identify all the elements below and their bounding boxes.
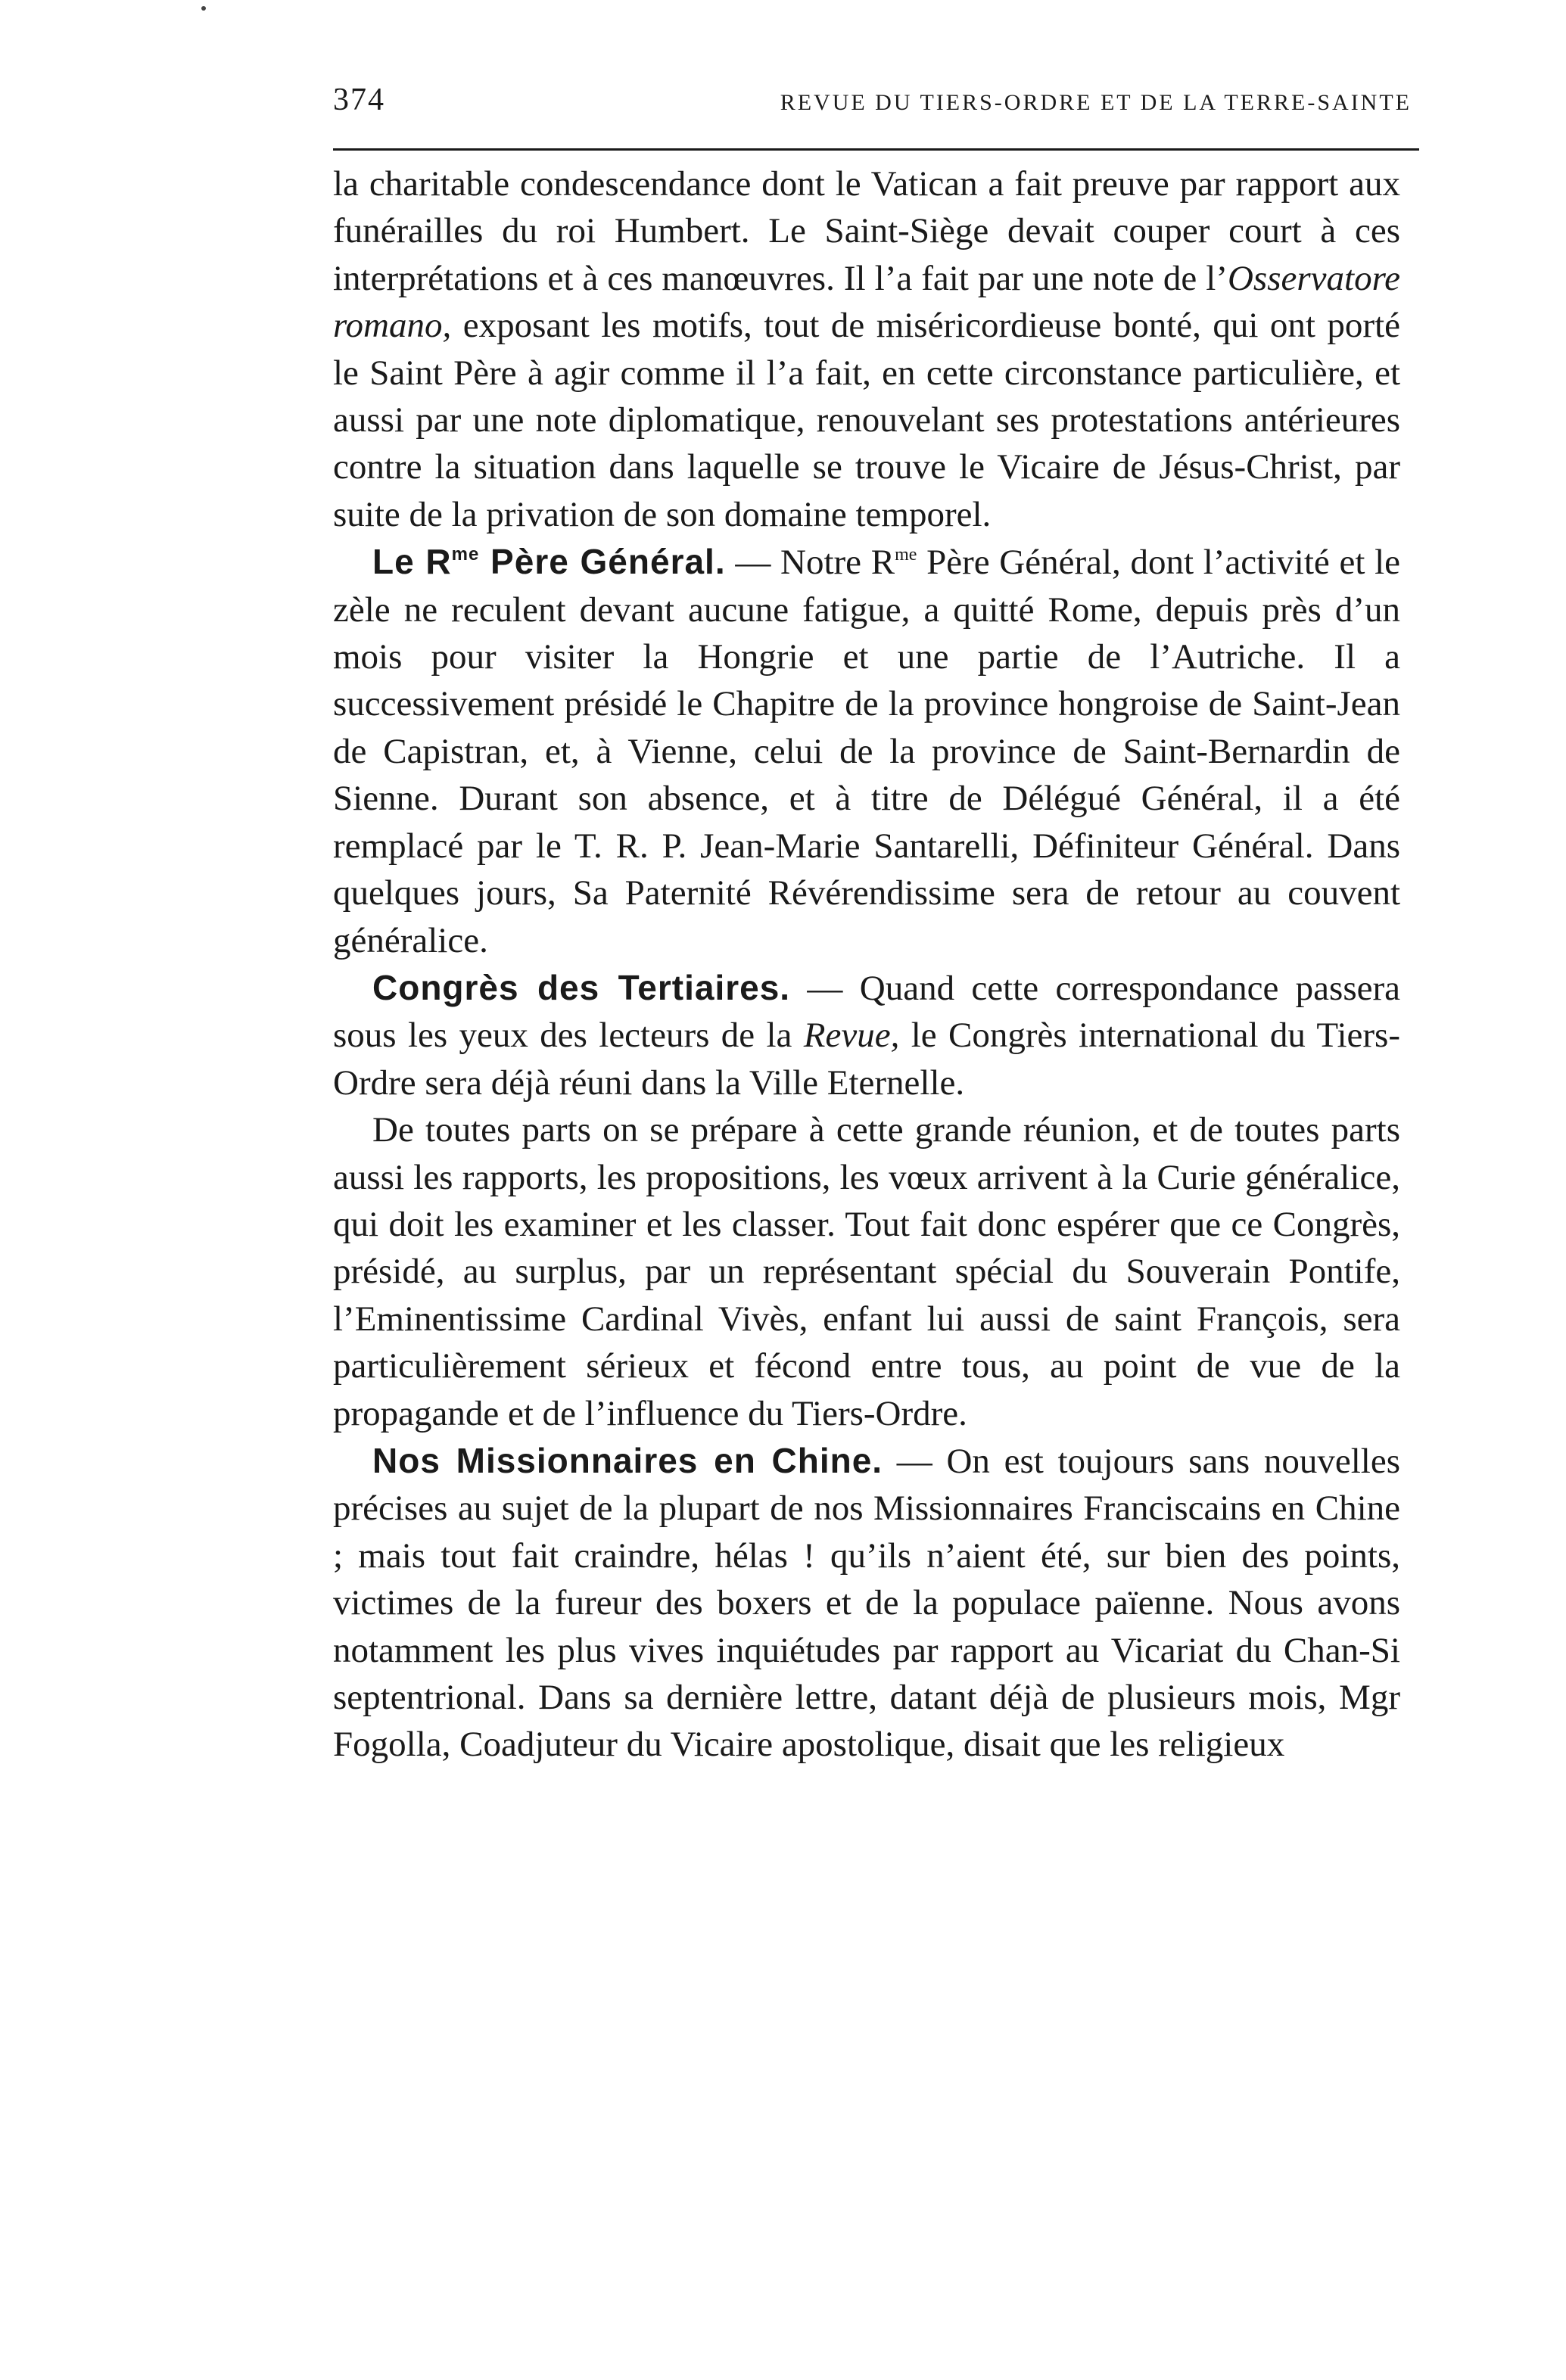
header-rule <box>333 148 1419 151</box>
section-heading-pere-general: Le $R^{me}$ Père Général. <box>372 542 726 582</box>
paragraph-congres: Congrès des Tertiaires. — Quand cette correspondance passera sous les yeux des lecteurs de la Revue, le Congrès international du Tiers-Ordre sera déjà réuni dans la Ville Eternelle. <box>333 967 1400 1103</box>
running-header <box>333 82 1419 127</box>
running-title: REVUE DU TIERS-ORDRE ET DE LA TERRE-SAINTE <box>780 90 1412 115</box>
paragraph-reunion: De toutes parts on se prépare à cette grande réunion, et de toutes parts aussi les rapports, les propositions, les vœux arrivent à la Curie généralice, qui doit les examiner et les classer. Tout fait donc espérer que ce Congrès, présidé, au surplus, par un représentant spécial du Souverain Pontife, l’Eminentissime Cardinal Vivès, enfant lui aussi de saint François, sera particulièrement sérieux et fécond entre tous, au point de vue de la propagande et de l’influence du Tiers-Ordre. <box>333 1110 1400 1433</box>
paragraph-vatican: la charitable condescendance dont le Vatican a fait preuve par rapport aux funérailles du roi Humbert. Le Saint-Siège devait couper court à ces interprétations et à ces manœuvres. Il l’a fait par une note de l’Osservatore romano, exposant les motifs, tout de miséricordieuse bonté, qui ont porté le Saint Père à agir comme il l’a fait, en cette circonstance particulière, et aussi par une note diplomatique, renouvelant ses protestations antérieures contre la situation dans laquelle se trouve le Vicaire de Jésus-Christ, par suite de la privation de son domaine temporel. <box>333 164 1400 534</box>
section-heading-missionnaires: Nos Missionnaires en Chine. <box>372 1440 883 1480</box>
paragraph-missionnaires: Nos Missionnaires en Chine. — On est toujours sans nouvelles précises au sujet de la plupart de nos Missionnaires Franciscains en Chine ; mais tout fait craindre, hélas ! qu’ils n’aient été, sur bien des points, victimes de la fureur des boxers et de la populace païenne. Nous avons notamment les plus vives inquiétudes par rapport au Vicariat du Chan-Si septentrional. Dans sa dernière lettre, datant déjà de plusieurs mois, Mgr Fogolla, Coadjuteur du Vicaire apostolique, disait que les religieux <box>333 1440 1400 1765</box>
page-number: 374 <box>333 82 385 117</box>
section-heading-congres: Congrès des Tertiaires. <box>372 967 791 1007</box>
paragraph-pere-general: Le $R^{me}$ Père Général. — Notre $R^{me}$ Père Général, dont l’activité et le zèle ne reculent devant aucune fatigue, a quitté Rome, depuis près d’un mois pour visiter la Hongrie et une partie de l’Autriche. Il a successivement présidé le Chapitre de la province hongroise de Saint-Jean de Capistran, et, à Vienne, celui de la province de Saint-Bernardin de Sienne. Durant son absence, et à titre de Délégué Général, il a été remplacé par le T. R. P. Jean-Marie Santarelli, Définiteur Général. Dans quelques jours, Sa Paternité Révérendissime sera de retour au couvent généralice. <box>333 542 1400 960</box>
article-body <box>333 160 1400 1769</box>
speck <box>201 6 206 11</box>
